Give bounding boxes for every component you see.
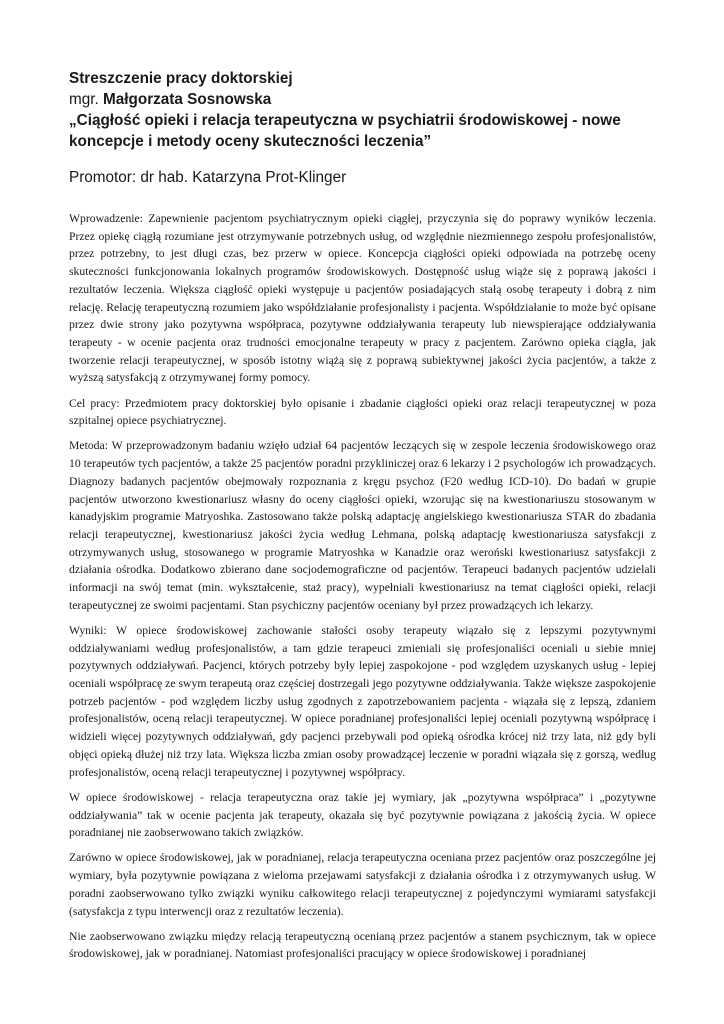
promotor-line: Promotor: dr hab. Katarzyna Prot-Klinger <box>69 169 347 186</box>
author-name: Małgorzata Sosnowska <box>103 91 272 108</box>
author-line <box>69 89 656 110</box>
paragraph-introduction: Wprowadzenie: Zapewnienie pacjentom psychiatrycznym opieki ciągłej, przyczynia się do poprawy wyników leczenia. Przez opiekę ciągłą rozumiane jest otrzymywanie potrzebnych usług, od względnie niezmiennego zespołu profesjonalistów, przez potrzebny, to jest długi czas, bez przerw w opiece. Koncepcja ciągłości opieki odpowiada na potrzebę oceny skuteczności funkcjonowania lokalnych programów środowiskowych. Dostępność usług wiąże się z poprawą jakości i rezultatów leczenia. Większa ciągłość opieki występuje u pacjentów posiadających stałą osobę terapeuty i dobrą z nim relację. Relację terapeutyczną rozumiem jako współdziałanie profesjonalisty i pacjenta. Współdziałanie to może być opisane przez dwie strony jako pozytywna współpraca, pozytywne oddziaływania terapeuty lub niewspierające oddziaływania terapeuty - w ocenie pacjenta oraz trudności emocjonalne terapeuty w pracy z pacjentem. Zarówno opieka ciągła, jak tworzenie relacji terapeutycznej, w sposób istotny wiążą się z poprawą subiektywnej jakości życia pacjentów, a także z wyższą satysfakcją z otrzymywanej formy pomocy. <box>69 212 656 385</box>
abstract-body <box>69 210 656 963</box>
paragraph-results: Wyniki: W opiece środowiskowej zachowanie stałości osoby terapeuty wiązało się z lepszymi pozytywnymi oddziaływaniami według profesjonalistów, a tam gdzie terapeuci zmieniali się profesjonaliści oceniali u siebie mniej pozytywnych oddziaływań. Pacjenci, których potrzeby były lepiej zaspokojone - pod względem uzyskanych usług - lepiej oceniali współpracę ze swym terapeutą oraz częściej dostrzegali jego pozytywne oddziaływania. Także większe zaspokojenie potrzeb pacjentów - pod względem liczby usług zgodnych z zapotrzebowaniem pacjenta - wiązała się z lepszą, zdaniem profesjonalistów, oceną relacji terapeutycznej. W opiece poradnianej profesjonaliści lepiej oceniali pozytywną współpracę i widzieli więcej pozytywnych oddziaływań, gdy pacjenci przebywali pod opieką ośrodka krócej niż trzy lata, niż gdy byli objęci opieką dłużej niż trzy lata. Większa liczba zmian osoby prowadzącej leczenie w poradni wiązała się z gorszą, według profesjonalistów, oceną relacji terapeutycznej i pozytywnej współpracy. <box>69 623 656 779</box>
document-header <box>69 68 656 152</box>
paragraph-method: Metoda: W przeprowadzonym badaniu wzięło udział 64 pacjentów leczących się w zespole leczenia środowiskowego oraz 10 terapeutów tych pacjentów, a także 25 pacjentów poradni przykliniczej oraz 6 lekarzy i 2 psychologów ich prowadzących. Diagnozy badanych pacjentów obejmowały rozpoznania z kręgu psychoz (F20 według ICD-10). Do badań w grupie pacjentów utworzono kwestionariusz własny do oceny ciągłości opieki, wzorując się na kwestionariuszu stosowanym w kanadyjskim programie Matryoshka. Zastosowano także polską adaptację angielskiego kwestionariusza STAR do zbadania relacji terapeutycznej, kwestionariusz jakości życia według Lehmana, polską adaptację kwestionariusza satysfakcji z otrzymywanych usług, stosowanego w programie Matryoshka w Kanadzie oraz weroński kwestionariusz satysfakcji z działania ośrodka. Dodatkowo zbierano dane socjodemograficzne od pacjentów. Terapeuci badanych pacjentów udzielali informacji na swój temat (min. wykształcenie, staż pracy), wypełniali kwestionariusz na temat ciągłości opieki, relacji terapeutycznej ze swoimi pacjentami. Stan psychiczny pacjentów oceniany był przez prowadzących ich lekarzy. <box>69 439 656 612</box>
paragraph-satisfaction: Zarówno w opiece środowiskowej, jak w poradnianej, relacja terapeutyczna oceniana przez pacjentów oraz poszczególne jej wymiary, była pozytywnie powiązana z wieloma przejawami satysfakcji z działania ośrodka i z otrzymywanych usług. W poradni zaobserwowano tylko związki wyniku całkowitego relacji terapeutycznej z pojedynczymi wymiarami satysfakcji (satysfakcja z typu interwencji oraz z rezultatów leczenia). <box>69 851 656 918</box>
thesis-title-line-2: koncepcje i metody oceny skuteczności leczenia” <box>69 133 432 150</box>
paragraph-psychiatric-state: Nie zaobserwowano związku między relacją terapeutyczną ocenianą przez pacjentów a stanem psychicznym, tak w opiece środowiskowej, jak w poradnianej. Natomiast profesjonaliści pracujący w opiece środowiskowej i poradnianej <box>69 929 656 961</box>
paragraph-quality-of-life: W opiece środowiskowej - relacja terapeutyczna oraz takie jej wymiary, jak „pozytywna współpraca” i „pozytywne oddziaływania” tak w ocenie pacjenta jak terapeuty, okazała się być pozytywnie powiązana z jakością życia. W opiece poradnianej nie zaobserwowano takich związków. <box>69 790 656 840</box>
paragraph-aim: Cel pracy: Przedmiotem pracy doktorskiej było opisanie i zbadanie ciągłości opieki oraz relacji terapeutycznej w poza szpitalnej opiece psychiatrycznej. <box>69 396 656 428</box>
thesis-title-line-1: „Ciągłość opieki i relacja terapeutyczna w psychiatrii środowiskowej - nowe <box>69 112 621 129</box>
document-title: Streszczenie pracy doktorskiej <box>69 70 293 87</box>
author-prefix: mgr. <box>69 91 103 108</box>
